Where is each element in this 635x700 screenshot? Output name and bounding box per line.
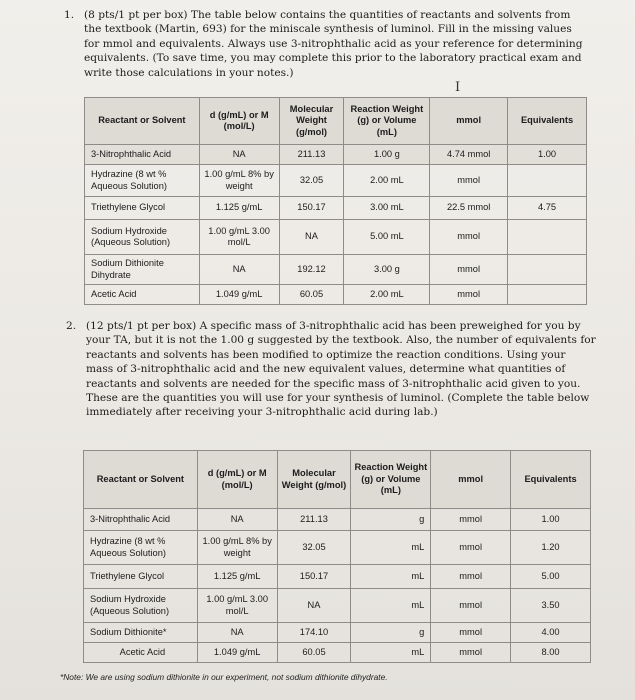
table-cell: Triethylene Glycol	[84, 565, 198, 589]
table-cell: 1.00	[508, 145, 587, 165]
table-cell: 2.00 mL	[344, 165, 430, 197]
table-cell: Acetic Acid	[84, 643, 198, 663]
table-cell[interactable]: mL	[351, 565, 431, 589]
question-2-text: (12 pts/1 pt per box) A specific mass of 3-nitrophthalic acid has been preweighed for you by your TA, but it is not the 1.00 g suggested by the textbook. Also, the number of equivalents for reactants and solvents has been modified to optimize the reaction conditions. Using your mass of 3-nitrophthalic acid and the new equivalent values, determine what quantities of reactants and solvents are needed for the specific mass of 3-nitrophthalic acid given to you. These are the quantities you will use for your synthesis of luminol. (Complete the table below immediately after receiving your 3-nitrophthalic acid during lab.)	[86, 320, 596, 419]
table-cell: 1.00 g/mL 3.00 mol/L	[199, 220, 279, 255]
footnote: *Note: We are using sodium dithionite in our experiment, not sodium dithionite dihydrate.	[60, 672, 388, 682]
table-cell: 1.049 g/mL	[197, 643, 277, 663]
table-1-header: Reaction Weight (g) or Volume (mL)	[344, 98, 430, 145]
table-cell: 174.10	[277, 623, 351, 643]
table-cell: 192.12	[279, 255, 344, 285]
table-cell: 4.74 mmol	[430, 145, 508, 165]
table-cell[interactable]: mmol	[430, 285, 508, 305]
table-cell: NA	[197, 623, 277, 643]
table-cell: 211.13	[277, 509, 351, 531]
table-cell: 1.00 g/mL 8% by weight	[197, 531, 277, 565]
table-1	[84, 97, 587, 305]
table-cell: 60.05	[279, 285, 344, 305]
table-cell: 5.00 mL	[344, 220, 430, 255]
table-cell: 32.05	[279, 165, 344, 197]
table-row	[85, 255, 587, 285]
table-1-header: d (g/mL) or M (mol/L)	[199, 98, 279, 145]
table-cell: 211.13	[279, 145, 344, 165]
table-cell[interactable]: mmol	[431, 531, 511, 565]
table-cell: 22.5 mmol	[430, 197, 508, 220]
table-cell: 1.00 g/mL 8% by weight	[199, 165, 279, 197]
question-2-number: 2.	[66, 320, 77, 332]
table-cell[interactable]: mL	[351, 643, 431, 663]
table-1-header-row	[85, 98, 587, 145]
table-row	[85, 285, 587, 305]
table-row	[84, 509, 591, 531]
table-cell[interactable]: g	[351, 623, 431, 643]
table-cell: 60.05	[277, 643, 351, 663]
table-cell[interactable]	[508, 165, 587, 197]
table-cell[interactable]: mmol	[431, 509, 511, 531]
table-cell[interactable]	[508, 285, 587, 305]
table-row	[84, 623, 591, 643]
text-cursor-icon: I	[455, 80, 461, 95]
table-row	[85, 165, 587, 197]
table-row	[85, 220, 587, 255]
table-cell: 2.00 mL	[344, 285, 430, 305]
table-cell[interactable]	[508, 220, 587, 255]
table-cell: 3.00 g	[344, 255, 430, 285]
question-2	[66, 319, 596, 420]
table-cell: NA	[197, 509, 277, 531]
question-1-text: (8 pts/1 pt per box) The table below contains the quantities of reactants and solvents from the textbook (Martin, 693) for the miniscale synthesis of luminol. Fill in the missing values for mmol and equivalents. Always use 3-nitrophthalic acid as your reference for determining equivalents. (To save time, you may complete this prior to the laboratory practical exam and write those calculations in your notes.)	[84, 9, 583, 79]
table-cell: 4.00	[511, 623, 591, 643]
table-cell: 4.75	[508, 197, 587, 220]
table-cell: 1.00 g/mL 3.00 mol/L	[197, 589, 277, 623]
table-2-header: d (g/mL) or M (mol/L)	[197, 451, 277, 509]
table-cell: 1.00 g	[344, 145, 430, 165]
table-cell: Acetic Acid	[85, 285, 200, 305]
question-1	[64, 8, 584, 80]
table-2	[83, 450, 591, 663]
table-cell: 1.125 g/mL	[197, 565, 277, 589]
table-2-header: Reactant or Solvent	[84, 451, 198, 509]
table-2-header: Molecular Weight (g/mol)	[277, 451, 351, 509]
table-cell: 3.50	[511, 589, 591, 623]
table-cell: 150.17	[277, 565, 351, 589]
table-2-header: mmol	[431, 451, 511, 509]
table-cell: Sodium Dithionite Dihydrate	[85, 255, 200, 285]
table-row	[84, 643, 591, 663]
table-cell: NA	[199, 255, 279, 285]
table-cell: 8.00	[511, 643, 591, 663]
table-cell: 150.17	[279, 197, 344, 220]
table-cell[interactable]: mmol	[431, 643, 511, 663]
table-1-header: mmol	[430, 98, 508, 145]
table-cell[interactable]: mmol	[431, 565, 511, 589]
table-cell[interactable]: mmol	[430, 220, 508, 255]
table-cell[interactable]: mmol	[430, 165, 508, 197]
table-cell[interactable]	[508, 255, 587, 285]
table-cell: NA	[279, 220, 344, 255]
table-cell: 1.20	[511, 531, 591, 565]
table-1-header: Reactant or Solvent	[85, 98, 200, 145]
table-cell: 1.049 g/mL	[199, 285, 279, 305]
table-cell: Hydrazine (8 wt % Aqueous Solution)	[85, 165, 200, 197]
table-cell: NA	[277, 589, 351, 623]
table-cell[interactable]: mmol	[430, 255, 508, 285]
table-row	[84, 565, 591, 589]
table-cell[interactable]: mL	[351, 589, 431, 623]
table-cell[interactable]: mmol	[431, 623, 511, 643]
table-cell: Sodium Hydroxide (Aqueous Solution)	[84, 589, 198, 623]
table-cell: 32.05	[277, 531, 351, 565]
table-row	[85, 145, 587, 165]
table-row	[84, 589, 591, 623]
table-cell: NA	[199, 145, 279, 165]
table-cell: 3.00 mL	[344, 197, 430, 220]
table-cell: 3-Nitrophthalic Acid	[85, 145, 200, 165]
table-1-header: Equivalents	[508, 98, 587, 145]
table-cell: Sodium Dithionite*	[84, 623, 198, 643]
table-cell: Sodium Hydroxide (Aqueous Solution)	[85, 220, 200, 255]
table-cell: Hydrazine (8 wt % Aqueous Solution)	[84, 531, 198, 565]
table-cell: 3-Nitrophthalic Acid	[84, 509, 198, 531]
table-cell: 1.00	[511, 509, 591, 531]
table-cell[interactable]: g	[351, 509, 431, 531]
table-cell[interactable]: mL	[351, 531, 431, 565]
table-cell: 5.00	[511, 565, 591, 589]
table-cell[interactable]: mmol	[431, 589, 511, 623]
table-row	[85, 197, 587, 220]
table-2-header: Equivalents	[511, 451, 591, 509]
table-row	[84, 531, 591, 565]
table-2-header: Reaction Weight (g) or Volume (mL)	[351, 451, 431, 509]
table-cell: 1.125 g/mL	[199, 197, 279, 220]
table-1-header: Molecular Weight (g/mol)	[279, 98, 344, 145]
table-2-header-row	[84, 451, 591, 509]
question-1-number: 1.	[64, 9, 75, 21]
table-cell: Triethylene Glycol	[85, 197, 200, 220]
